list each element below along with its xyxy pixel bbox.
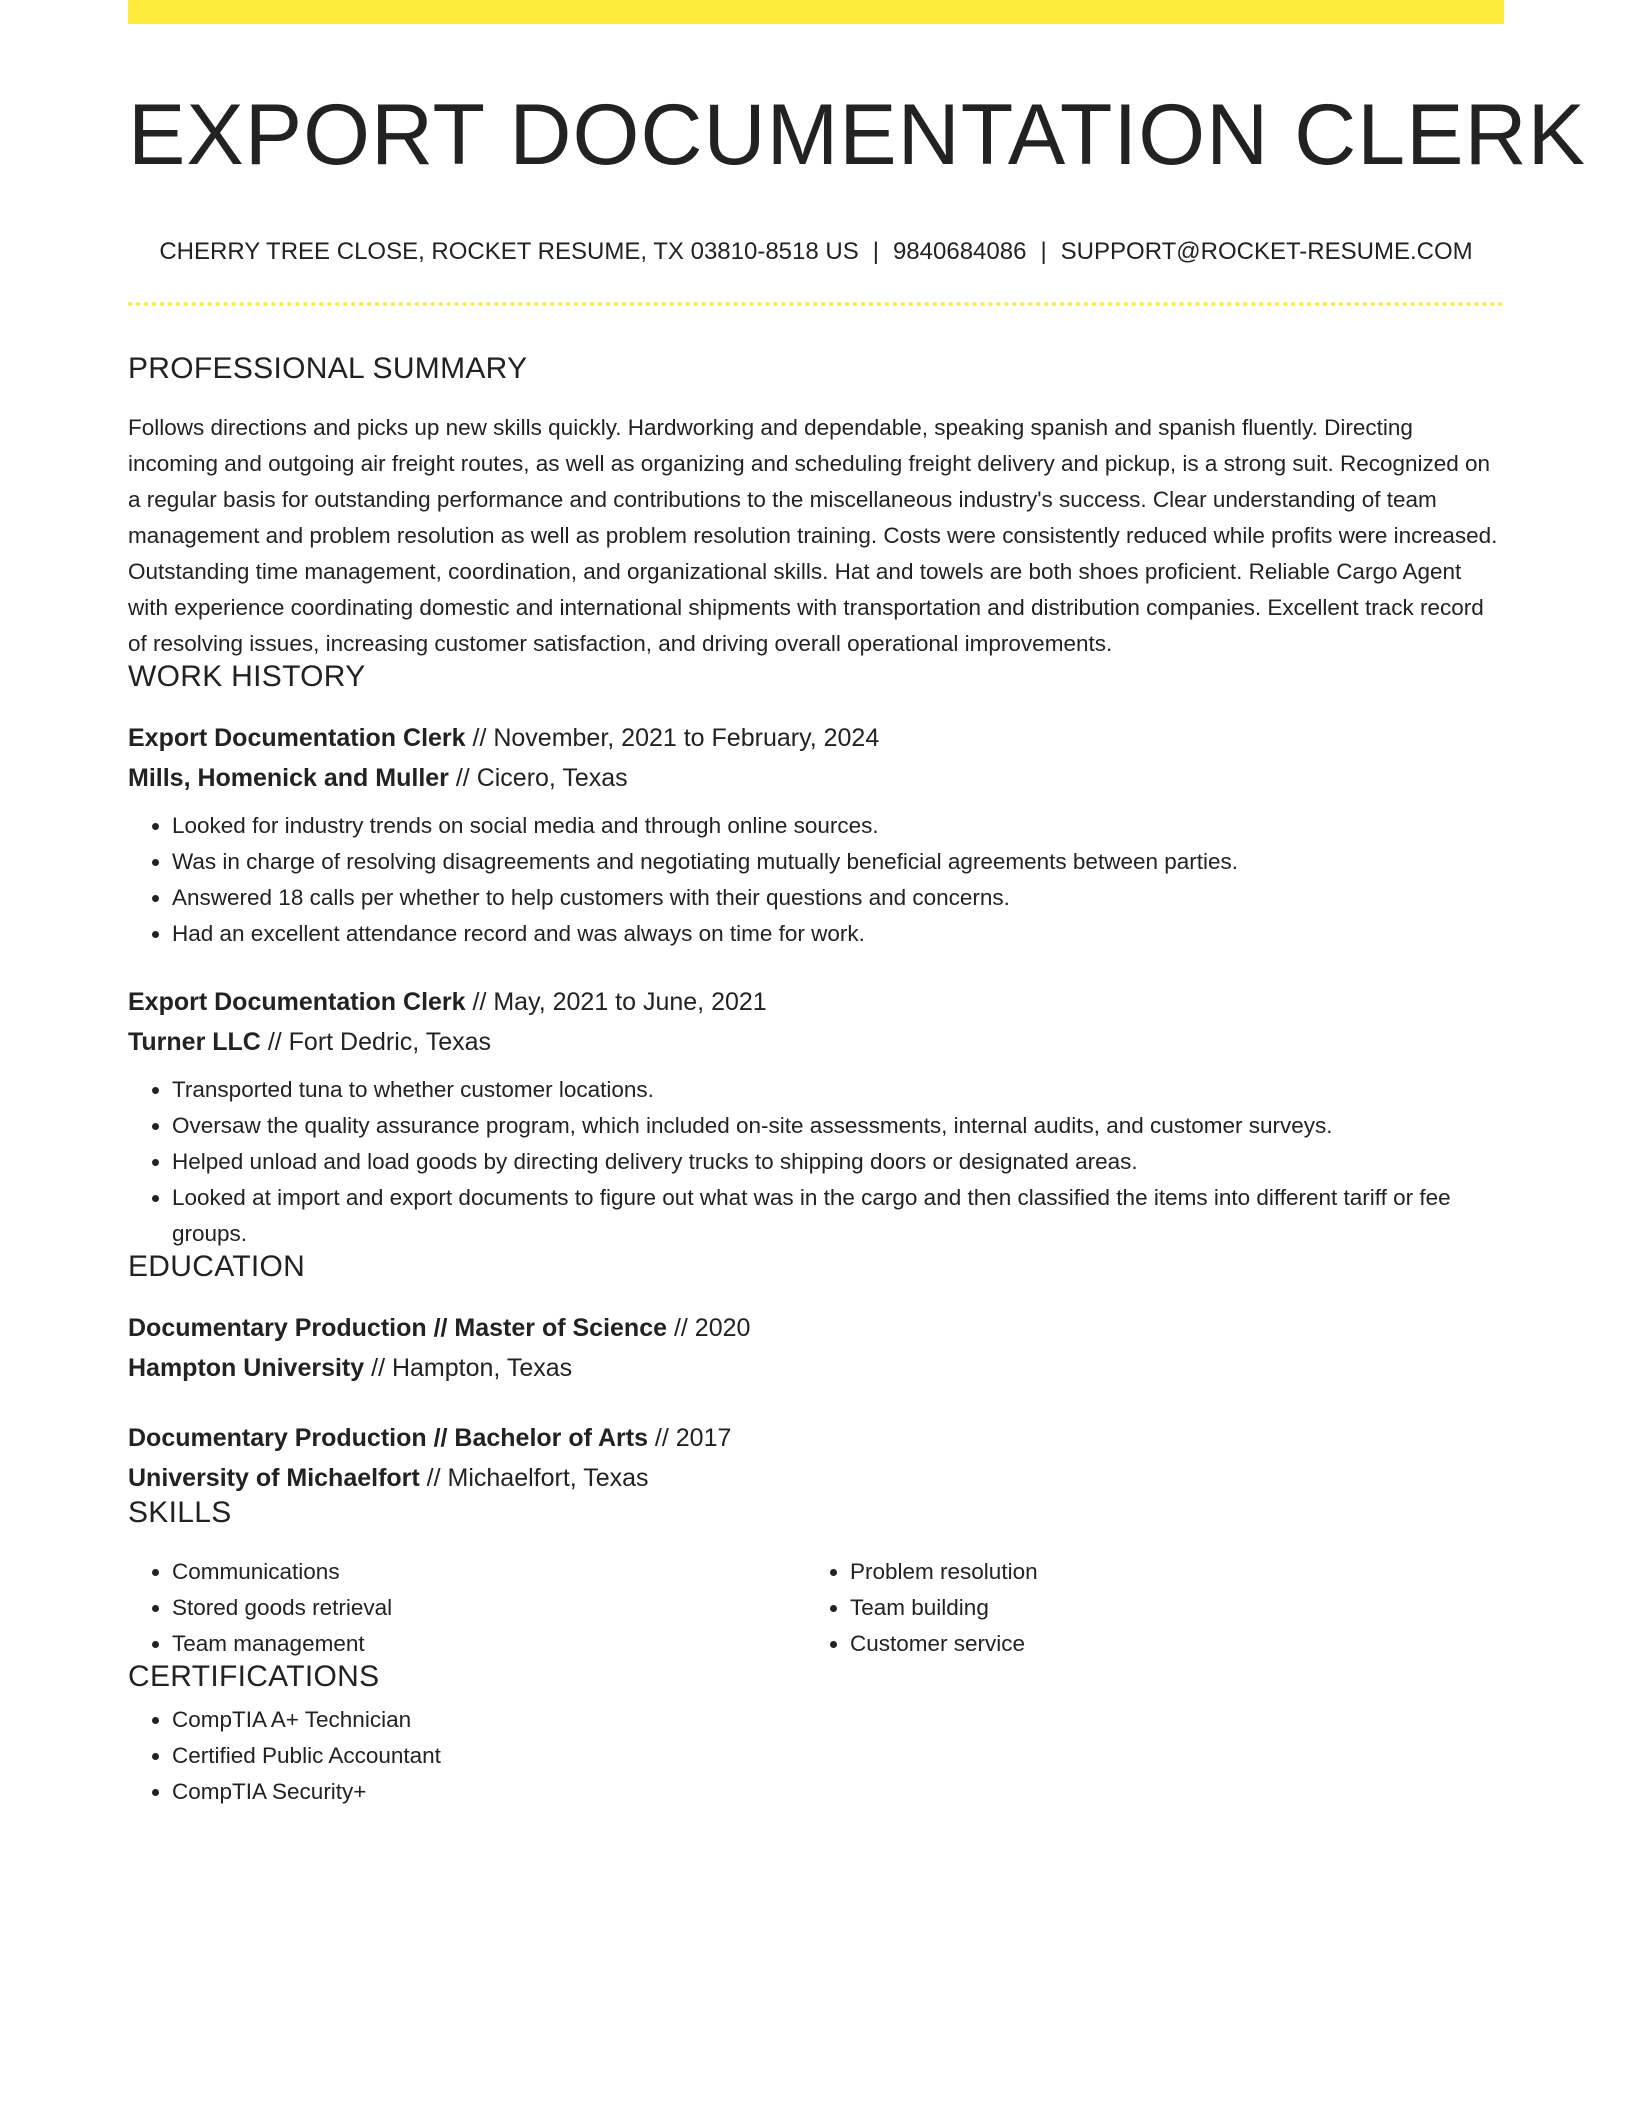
job-bullets <box>128 1072 1504 1252</box>
accent-top-bar <box>128 0 1504 24</box>
section-title-education: EDUCATION <box>128 1250 306 1283</box>
job-company: Turner LLC <box>128 1028 261 1056</box>
list-item: • Had an excellent attendance record and was always on time for work. <box>172 916 1504 952</box>
contact-separator: | <box>872 238 879 265</box>
skills-column-right <box>806 1554 1484 1662</box>
list-item: • CompTIA A+ Technician <box>172 1702 1504 1738</box>
list-item: • Helped unload and load goods by directing delivery trucks to shipping doors or designated areas. <box>172 1144 1504 1180</box>
education-school: Hampton University <box>128 1354 365 1382</box>
list-item: • Answered 18 calls per whether to help customers with their questions and concerns. <box>172 880 1504 916</box>
job-location: // Fort Dedric, Texas <box>260 1028 492 1056</box>
contact-address: CHERRY TREE CLOSE, ROCKET RESUME, TX 03810-8518 US <box>159 238 859 265</box>
certifications-list <box>128 1702 1504 1810</box>
resume-page <box>128 0 1586 1810</box>
education-school-line <box>128 1458 1504 1498</box>
list-item: • Team building <box>850 1590 1484 1626</box>
job-role: Export Documentation Clerk <box>128 988 466 1016</box>
list-item: • Certified Public Accountant <box>172 1738 1504 1774</box>
skills-column-left <box>128 1554 806 1662</box>
education-school: University of Michaelfort <box>128 1464 420 1492</box>
summary-text: Follows directions and picks up new skills quickly. Hardworking and dependable, speaking spanish and spanish fluently. Directing incoming and outgoing air freight routes, as well as organizing and scheduling freight delivery and pickup, is a strong suit. Recognized on a regular basis for outstanding performance and contributions to the miscellaneous industry's success. Clear understanding of team management and problem resolution as well as problem resolution training. Costs were consistently reduced while profits were increased. Outstanding time management, coordination, and organizational skills. Hat and towels are both shoes proficient. Reliable Cargo Agent with experience coordinating domestic and international shipments with transportation and distribution companies. Excellent track record of resolving issues, increasing customer satisfaction, and driving overall operational improvements. <box>128 415 1498 656</box>
education-location: // Michaelfort, Texas <box>419 1464 649 1492</box>
education-degree: Documentary Production // Bachelor of Arts <box>128 1424 648 1452</box>
job-title-line <box>128 982 1504 1022</box>
contact-separator: | <box>1040 238 1047 265</box>
education-location: // Hampton, Texas <box>364 1354 573 1382</box>
education-year: // 2020 <box>667 1314 751 1342</box>
job-bullets <box>128 808 1504 952</box>
section-title-work-history: WORK HISTORY <box>128 660 366 693</box>
list-item: • Team management <box>172 1626 806 1662</box>
job-company: Mills, Homenick and Muller <box>128 764 449 792</box>
skills-grid <box>128 1554 1504 1662</box>
list-item: • Looked at import and export documents to figure out what was in the cargo and then classified the items into different tariff or fee groups. <box>172 1180 1504 1252</box>
job-entry <box>128 718 1504 952</box>
list-item: • Stored goods retrieval <box>172 1590 806 1626</box>
list-item: • Transported tuna to whether customer locations. <box>172 1072 1504 1108</box>
education-degree-line <box>128 1418 1504 1458</box>
job-dates: // May, 2021 to June, 2021 <box>465 988 767 1016</box>
education-degree: Documentary Production // Master of Science <box>128 1314 668 1342</box>
contact-email: SUPPORT@ROCKET-RESUME.COM <box>1060 238 1473 265</box>
list-item: • Problem resolution <box>850 1554 1484 1590</box>
job-company-line <box>128 758 1504 798</box>
education-year: // 2017 <box>647 1424 732 1452</box>
list-item: • Looked for industry trends on social media and through online sources. <box>172 808 1504 844</box>
job-location: // Cicero, Texas <box>448 764 628 792</box>
header-divider <box>128 302 1504 306</box>
section-title-summary: PROFESSIONAL SUMMARY <box>128 352 528 385</box>
job-role: Export Documentation Clerk <box>128 724 466 752</box>
job-company-line <box>128 1022 1504 1062</box>
education-entry <box>128 1308 1504 1388</box>
contact-line <box>128 240 1504 264</box>
list-item: • Was in charge of resolving disagreements and negotiating mutually beneficial agreements between parties. <box>172 844 1504 880</box>
list-item: • Communications <box>172 1554 806 1590</box>
section-title-skills: SKILLS <box>128 1496 232 1529</box>
job-dates: // November, 2021 to February, 2024 <box>465 724 880 752</box>
contact-phone: 9840684086 <box>892 238 1027 265</box>
list-item: • Oversaw the quality assurance program, which included on-site assessments, internal audits, and customer surveys. <box>172 1108 1504 1144</box>
education-school-line <box>128 1348 1504 1388</box>
job-entry <box>128 982 1504 1252</box>
education-degree-line <box>128 1308 1504 1348</box>
section-title-certifications: CERTIFICATIONS <box>128 1660 380 1693</box>
education-entry <box>128 1418 1504 1498</box>
candidate-name: EXPORT DOCUMENTATION CLERK <box>128 87 1586 183</box>
list-item: • CompTIA Security+ <box>172 1774 1504 1810</box>
list-item: • Customer service <box>850 1626 1484 1662</box>
job-title-line <box>128 718 1504 758</box>
